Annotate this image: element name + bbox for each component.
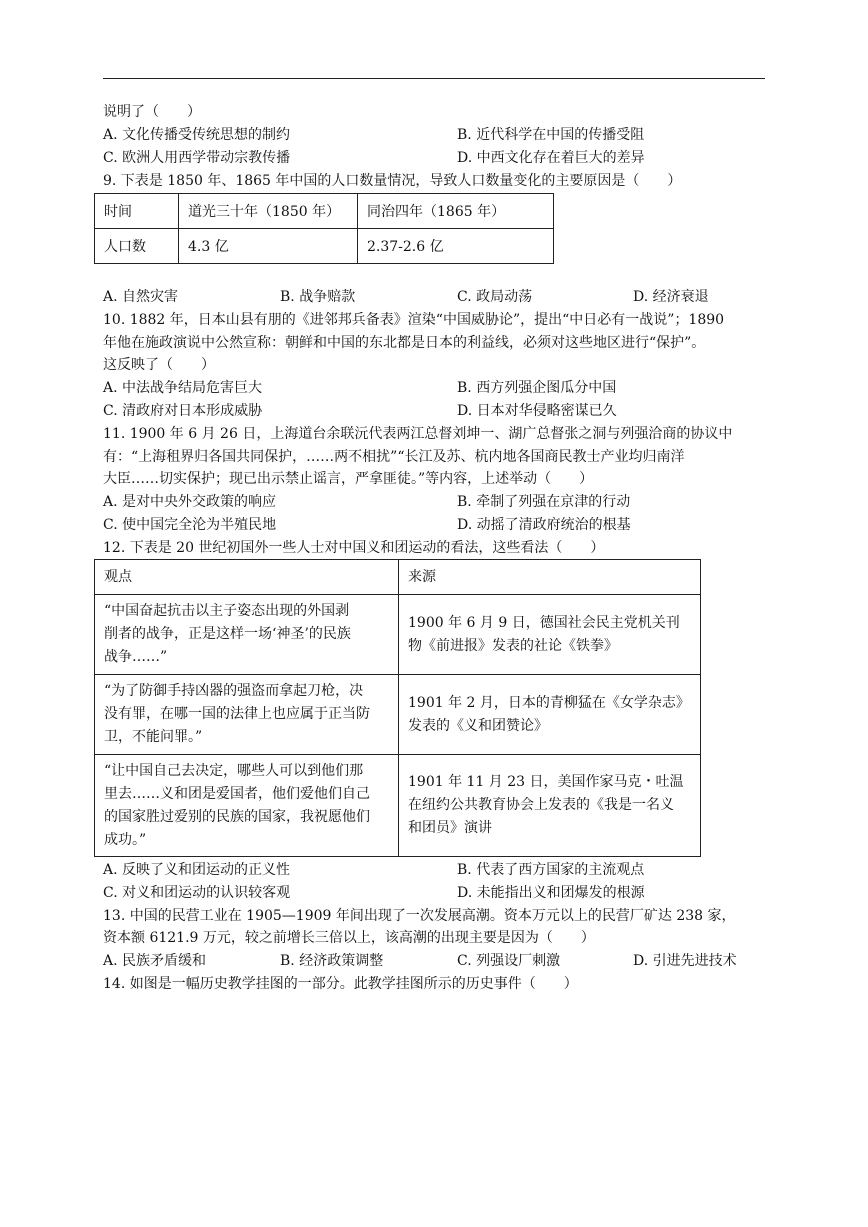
q9-option-b: B. 战争赔款 — [280, 289, 356, 305]
q13-stem-line-1: 13. 中国的民营工业在 1905—1909 年间出现了一次发展高潮。资本万元以上的民营厂矿达 238 家， — [103, 908, 736, 924]
q10-option-c: C. 清政府对日本形成威胁 — [103, 403, 263, 419]
q11-option-a: A. 是对中央外交政策的响应 — [103, 494, 277, 510]
q10-option-a: A. 中法战争结局危害巨大 — [103, 380, 263, 396]
q12-row3-view-line: “让中国自己去决定，哪些人可以到他们那 — [104, 762, 364, 779]
table-row — [95, 595, 701, 675]
q13-option-c: C. 列强设厂刺激 — [457, 953, 561, 969]
q11-stem-line-3: 大臣……切实保护；现已出示禁止谣言，严拿匪徒。”等内容，上述举动（ ） — [103, 471, 594, 487]
q13-option-a: A. 民族矛盾缓和 — [103, 953, 207, 969]
q9-row-label: 人口数 — [95, 229, 179, 264]
q12-row2-view-line: “为了防御手持凶器的强盗而拿起刀枪，决 — [104, 683, 364, 699]
q10-option-d: D. 日本对华侵略密谋已久 — [457, 403, 617, 419]
q12-option-a: A. 反映了义和团运动的正义性 — [103, 862, 291, 878]
table-row — [95, 755, 701, 857]
q9-header-1850: 道光三十年（1850 年） — [179, 194, 358, 229]
q9-pop-1865: 2.37-2.6 亿 — [358, 229, 554, 264]
q12-row2-view-line: 卫，不能问罪。” — [104, 729, 203, 745]
q12-row3-source-line: 1901 年 11 月 23 日，美国作家马克・吐温 — [408, 774, 684, 790]
q9-population-table — [94, 193, 554, 264]
q8-option-b: B. 近代科学在中国的传播受阻 — [457, 127, 645, 143]
q12-row1-source-line: 1900 年 6 月 9 日，德国社会民主党机关刊 — [408, 614, 680, 631]
q8-option-a: A. 文化传播受传统思想的制约 — [103, 127, 291, 143]
q12-row3-source-line: 在纽约公共教育协会上发表的《我是一名义 — [408, 797, 674, 813]
q11-stem-line-2: 有：“上海租界归各国共同保护，……两不相扰”“长江及苏、杭内地各国商民教士产业均归南洋 — [103, 449, 685, 465]
header-rule — [103, 78, 765, 79]
q12-row1-view-line: 削者的战争，正是这样一场‘神圣’的民族 — [104, 626, 351, 642]
q14-stem: 14. 如图是一幅历史教学挂图的一部分。此教学挂图所示的历史事件（ ） — [103, 976, 578, 992]
q9-header-1865: 同治四年（1865 年） — [358, 194, 554, 229]
q12-row2-source-line: 1901 年 2 月，日本的青柳猛在《女学杂志》 — [408, 694, 690, 711]
q9-header-time: 时间 — [95, 194, 179, 229]
q13-option-d: D. 引进先进技术 — [633, 953, 737, 969]
q11-option-d: D. 动摇了清政府统治的根基 — [457, 517, 631, 533]
q12-row3-view-line: 成功。” — [104, 831, 147, 848]
q8-option-c: C. 欧洲人用西学带动宗教传播 — [103, 150, 291, 166]
q11-option-b: B. 牵制了列强在京津的行动 — [457, 494, 631, 510]
q10-stem-line-3: 这反映了（ ） — [103, 357, 215, 373]
q12-row1-view-line: 战争……” — [104, 649, 168, 665]
q12-row1-view-line: “中国奋起抗击以主子姿态出现的外国剥 — [104, 603, 350, 619]
q12-row2-view — [95, 675, 399, 755]
q12-header-view: 观点 — [95, 560, 399, 595]
q12-option-b: B. 代表了西方国家的主流观点 — [457, 862, 645, 878]
q12-views-table — [94, 559, 701, 857]
q8-stem-tail: 说明了（ ） — [103, 104, 201, 120]
q12-row2-source — [399, 675, 701, 755]
q10-stem-line-2: 年他在施政演说中公然宣称：朝鲜和中国的东北都是日本的利益线，必须对这些地区进行“保护”。 — [103, 335, 706, 351]
q13-stem-line-2: 资本额 6121.9 万元，较之前增长三倍以上，该高潮的出现主要是因为（ ） — [103, 930, 595, 946]
q12-row2-source-line: 发表的《义和团赞论》 — [408, 717, 548, 734]
q12-option-d: D. 未能指出义和团爆发的根源 — [457, 885, 645, 901]
q10-stem-line-1: 10. 1882 年，日本山县有朋的《进邻邦兵备表》渲染“中国威胁论”，提出“中日必有一战说”；1890 — [103, 312, 725, 328]
q12-row1-source — [399, 595, 701, 675]
q12-row1-view — [95, 595, 399, 675]
q11-stem-line-1: 11. 1900 年 6 月 26 日，上海道台余联沅代表两江总督刘坤一、湖广总督张之洞与列强洽商的协议中 — [103, 426, 733, 442]
q12-option-c: C. 对义和团运动的认识较客观 — [103, 885, 291, 901]
q9-stem: 9. 下表是 1850 年、1865 年中国的人口数量情况，导致人口数量变化的主要原因是（ ） — [103, 173, 682, 189]
q11-option-c: C. 使中国完全沦为半殖民地 — [103, 517, 277, 533]
q9-option-c: C. 政局动荡 — [457, 289, 533, 305]
q12-row3-view-line: 的国家胜过爱别的民族的国家，我祝愿他们 — [104, 808, 370, 825]
q9-option-d: D. 经济衰退 — [633, 289, 709, 305]
q12-row3-view-line: 里去……义和团是爱国者，他们爱他们自己 — [104, 785, 370, 802]
q10-option-b: B. 西方列强企图瓜分中国 — [457, 380, 617, 396]
q12-header-source: 来源 — [399, 560, 701, 595]
q12-row2-view-line: 没有罪，在哪一国的法律上也应属于正当防 — [104, 706, 370, 722]
q12-row3-view — [95, 755, 399, 857]
q12-row1-source-line: 物《前进报》发表的社论《铁拳》 — [408, 637, 618, 654]
q12-stem: 12. 下表是 20 世纪初国外一些人士对中国义和团运动的看法，这些看法（ ） — [103, 540, 605, 556]
q9-option-a: A. 自然灾害 — [103, 289, 179, 305]
q12-row3-source-line: 和团员》演讲 — [408, 820, 492, 836]
q8-option-d: D. 中西文化存在着巨大的差异 — [457, 150, 645, 166]
q13-option-b: B. 经济政策调整 — [280, 953, 384, 969]
table-row — [95, 675, 701, 755]
q12-row3-source — [399, 755, 701, 857]
q9-pop-1850: 4.3 亿 — [179, 229, 358, 264]
